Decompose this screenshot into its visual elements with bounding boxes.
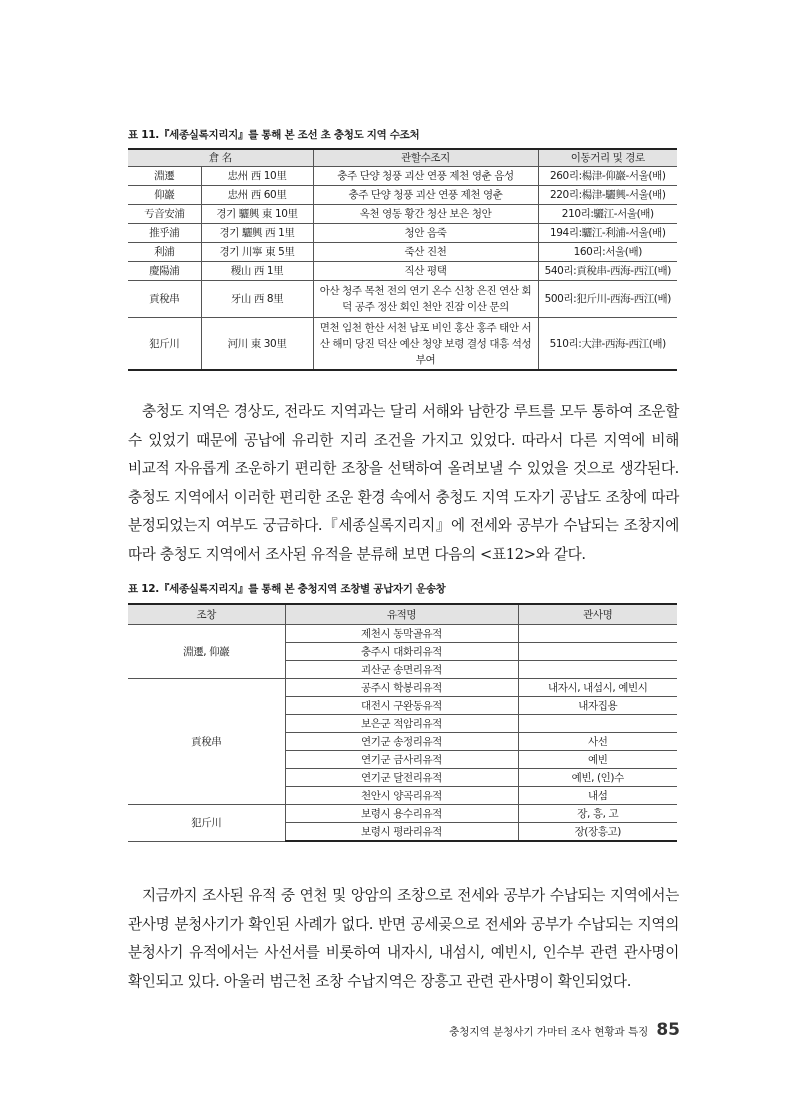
site-name: 연기군 달전리유적 bbox=[285, 769, 518, 787]
jurisdiction-area: 옥천 영동 황간 청산 보은 청안 bbox=[313, 205, 538, 224]
office-name: 예빈, (인)수 bbox=[518, 769, 677, 787]
table-12-caption: 표 12.『세종실록지리지』를 통해 본 충청지역 조창별 공납자기 운송창 bbox=[128, 583, 446, 595]
granary-name: 慶陽浦 bbox=[128, 262, 201, 281]
jurisdiction-area: 직산 평택 bbox=[313, 262, 538, 281]
site-name: 괴산군 송면리유적 bbox=[285, 661, 518, 679]
table-row bbox=[128, 205, 677, 224]
granary-location: 경기 川寧 東 5里 bbox=[201, 243, 313, 262]
site-name: 대전시 구완동유적 bbox=[285, 697, 518, 715]
granary-name: 淵遷 bbox=[128, 167, 201, 186]
site-name: 연기군 금사리유적 bbox=[285, 751, 518, 769]
body-paragraph-2 bbox=[128, 882, 679, 996]
route: 194리:驪江-利浦-서울(배) bbox=[538, 224, 677, 243]
table-row bbox=[128, 281, 677, 318]
jurisdiction-area: 죽산 진천 bbox=[313, 243, 538, 262]
granary-location: 경기 驪興 東 10里 bbox=[201, 205, 313, 224]
granary-group: 淵遷, 仰巖 bbox=[128, 625, 285, 679]
office-name bbox=[518, 625, 677, 643]
granary-location: 忠州 西 60里 bbox=[201, 186, 313, 205]
jurisdiction-area: 청안 음죽 bbox=[313, 224, 538, 243]
granary-name: 貢稅串 bbox=[128, 281, 201, 318]
table-11-caption: 표 11.『세종실록지리지』를 통해 본 조선 초 충청도 지역 수조처 bbox=[128, 129, 420, 141]
office-name bbox=[518, 643, 677, 661]
table-row bbox=[128, 262, 677, 281]
route: 540리:貢稅串-西海-西江(배) bbox=[538, 262, 677, 281]
route: 510리:大津-西海-西江(배) bbox=[538, 318, 677, 371]
granary-location: 河川 東 30里 bbox=[201, 318, 313, 371]
granary-group: 犯斤川 bbox=[128, 805, 285, 842]
table-11-header-row bbox=[128, 149, 677, 167]
page-number: 85 bbox=[656, 1020, 680, 1040]
table-row bbox=[128, 186, 677, 205]
office-name bbox=[518, 661, 677, 679]
granary-location: 忠州 西 10里 bbox=[201, 167, 313, 186]
table-11 bbox=[128, 148, 677, 371]
table-row bbox=[128, 805, 677, 823]
site-name: 제천시 동막골유적 bbox=[285, 625, 518, 643]
table-12 bbox=[128, 603, 677, 842]
table-row bbox=[128, 224, 677, 243]
site-name: 보은군 적암리유적 bbox=[285, 715, 518, 733]
granary-location: 경기 驪興 西 1里 bbox=[201, 224, 313, 243]
paragraph-text: 지금까지 조사된 유적 중 연천 및 앙암의 조창으로 전세와 공부가 수납되는 지역에서는 관사명 분청사기가 확인된 사례가 없다. 반면 공세곶으로 전세와 공부가 수납되는 지역의 분청사기 유적에서는 사선서를 비롯하여 내자시, 내섬시, 예빈시, 인수부 관련 관사명이 확인되고 있다. 아울러 범근천 조창 수납지역은 장흥고 관련 관사명이 확인되었다. bbox=[128, 887, 679, 990]
paragraph-text: 충청도 지역은 경상도, 전라도 지역과는 달리 서해와 남한강 루트를 모두 통하여 조운할 수 있었기 때문에 공납에 유리한 지리 조건을 가지고 있었다. 따라서 다른 지역에 비해 비교적 자유롭게 조운하기 편리한 조창을 선택하여 올려보낼 수 있었을 것으로 생각된다. 충청도 지역에서 이러한 편리한 조운 환경 속에서 충청도 지역 도자기 공납도 조창에 따라 분정되었는지 여부도 궁금하다.『세종실록지리지』에 전세와 공부가 수납되는 조창지에 따라 충청도 지역에서 조사된 유적을 분류해 보면 다음의 <표12>와 같다. bbox=[128, 403, 679, 563]
office-name bbox=[518, 715, 677, 733]
route: 220리:楊津-驪興-서울(배) bbox=[538, 186, 677, 205]
table-row bbox=[128, 625, 677, 643]
granary-location: 稷山 西 1里 bbox=[201, 262, 313, 281]
granary-group: 貢稅串 bbox=[128, 679, 285, 805]
office-name: 내섬 bbox=[518, 787, 677, 805]
office-name: 내자시, 내섬시, 예빈시 bbox=[518, 679, 677, 697]
office-name: 예빈 bbox=[518, 751, 677, 769]
granary-name: 亐音安浦 bbox=[128, 205, 201, 224]
granary-name: 犯斤川 bbox=[128, 318, 201, 371]
route: 500리:犯斤川-西海-西江(배) bbox=[538, 281, 677, 318]
table-12-header-row bbox=[128, 604, 677, 625]
page-footer bbox=[449, 1020, 680, 1040]
table-row bbox=[128, 243, 677, 262]
route: 260리:楊津-仰巖-서울(배) bbox=[538, 167, 677, 186]
site-name: 천안시 양곡리유적 bbox=[285, 787, 518, 805]
jurisdiction-area: 충주 단양 청풍 괴산 연풍 제천 영춘 음성 bbox=[313, 167, 538, 186]
running-title: 충청지역 분청사기 가마터 조사 현황과 특징 bbox=[449, 1026, 649, 1038]
jurisdiction-area: 면천 임천 한산 서천 남포 비인 홍산 홍주 태안 서산 해미 당진 덕산 예산 청양 보령 결성 대흥 석성 부여 bbox=[313, 318, 538, 371]
table-11-header-route: 이동거리 및 경로 bbox=[538, 149, 677, 167]
granary-name: 推乎浦 bbox=[128, 224, 201, 243]
jurisdiction-area: 충주 단양 청풍 괴산 연풍 제천 영춘 bbox=[313, 186, 538, 205]
office-name: 내자집용 bbox=[518, 697, 677, 715]
table-12-header-granary: 조창 bbox=[128, 604, 285, 625]
table-11-header-name: 倉 名 bbox=[128, 149, 313, 167]
table-row bbox=[128, 679, 677, 697]
site-name: 연기군 송정리유적 bbox=[285, 733, 518, 751]
site-name: 충주시 대화리유적 bbox=[285, 643, 518, 661]
jurisdiction-area: 아산 청주 목천 전의 연기 온수 신창 은진 연산 회덕 공주 정산 회인 천안 진잠 이산 문의 bbox=[313, 281, 538, 318]
body-paragraph-1 bbox=[128, 398, 679, 569]
route: 210리:驪江-서울(배) bbox=[538, 205, 677, 224]
site-name: 보령시 용수리유적 bbox=[285, 805, 518, 823]
table-row bbox=[128, 318, 677, 371]
office-name: 장(장흥고) bbox=[518, 823, 677, 842]
table-12-header-office: 관사명 bbox=[518, 604, 677, 625]
table-11-header-area: 관할수조지 bbox=[313, 149, 538, 167]
granary-name: 仰巖 bbox=[128, 186, 201, 205]
route: 160리:서울(배) bbox=[538, 243, 677, 262]
granary-location: 牙山 西 8里 bbox=[201, 281, 313, 318]
office-name: 사선 bbox=[518, 733, 677, 751]
granary-name: 利浦 bbox=[128, 243, 201, 262]
site-name: 보령시 평라리유적 bbox=[285, 823, 518, 842]
office-name: 장, 흥, 고 bbox=[518, 805, 677, 823]
table-12-header-site: 유적명 bbox=[285, 604, 518, 625]
table-row bbox=[128, 167, 677, 186]
site-name: 공주시 학봉리유적 bbox=[285, 679, 518, 697]
